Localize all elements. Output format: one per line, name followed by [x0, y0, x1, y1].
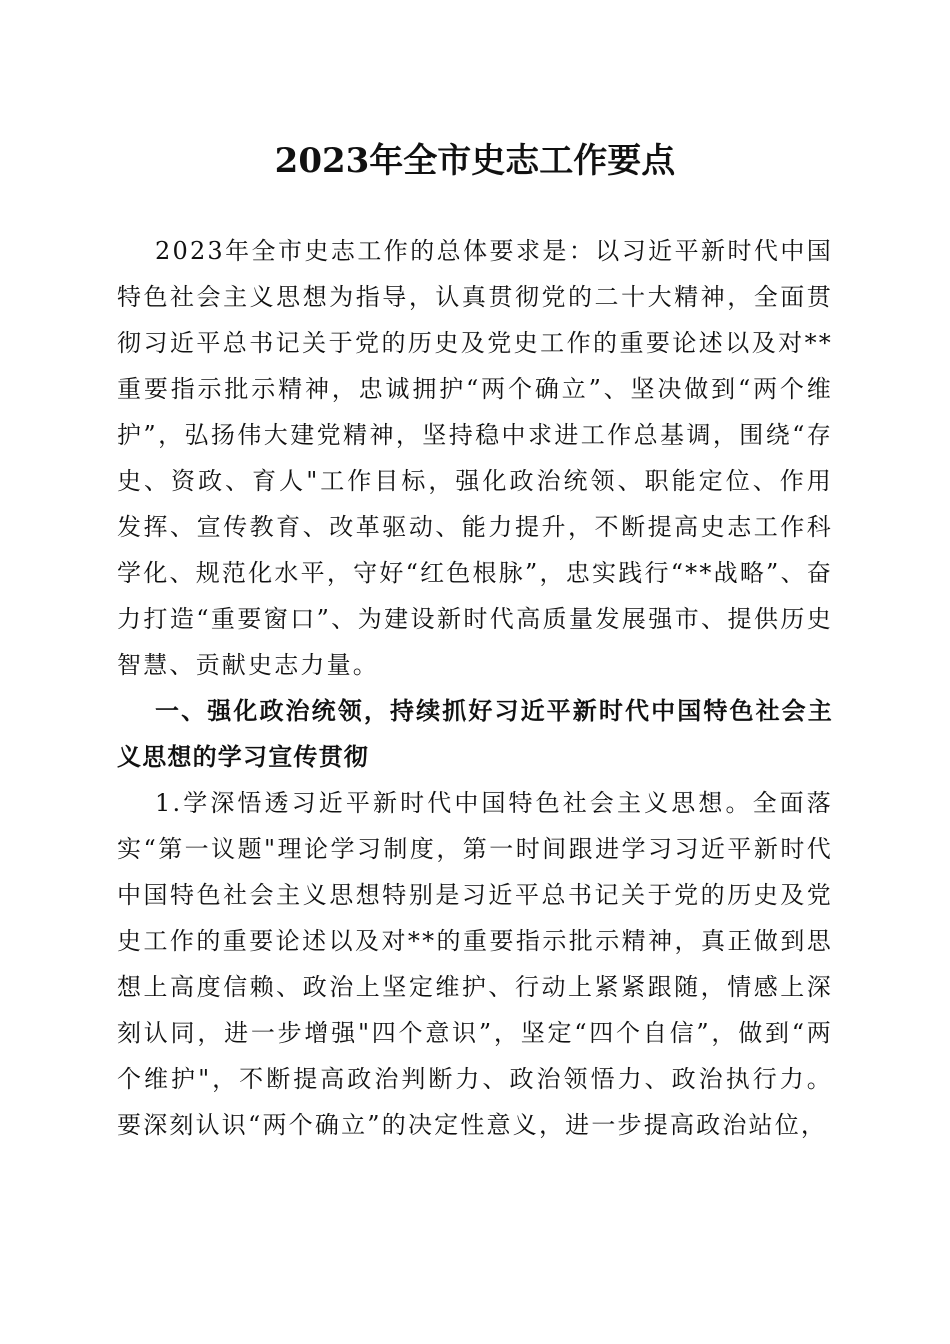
section-heading-1: 一、强化政治统领，持续抓好习近平新时代中国特色社会主义思想的学习宣传贯彻: [117, 697, 833, 771]
item-paragraph-1: 1.学深悟透习近平新时代中国特色社会主义思想。全面落实“第一议题"理论学习制度，第一时间跟进学习习近平新时代中国特色社会主义思想特别是习近平总书记关于党的历史及党史工作的重要论述以及对**的重要指示批示精神，真正做到思想上高度信赖、政治上坚定维护、行动上紧紧跟随，情感上深刻认同，进一步增强"四个意识”，坚定“四个自信”，做到“两个维护"，不断提高政治判断力、政治领悟力、政治执行力。要深刻认识“两个确立”的决定性意义，进一步提高政治站位，: [117, 789, 833, 1139]
document-title: 2023年全市史志工作要点: [274, 141, 676, 181]
document-body: [117, 228, 833, 1148]
intro-paragraph: 2023年全市史志工作的总体要求是：以习近平新时代中国特色社会主义思想为指导，认真贯彻党的二十大精神，全面贯彻习近平总书记关于党的历史及党史工作的重要论述以及对**重要指示批示精神，忠诚拥护“两个确立”、坚决做到“两个维护”，弘扬伟大建党精神，坚持稳中求进工作总基调，围绕“存史、资政、育人"工作目标，强化政治统领、职能定位、作用发挥、宣传教育、改革驱动、能力提升，不断提高史志工作科学化、规范化水平，守好“红色根脉”，忠实践行“**战略”、奋力打造“重要窗口”、为建设新时代高质量发展强市、提供历史智慧、贡献史志力量。: [117, 237, 833, 679]
